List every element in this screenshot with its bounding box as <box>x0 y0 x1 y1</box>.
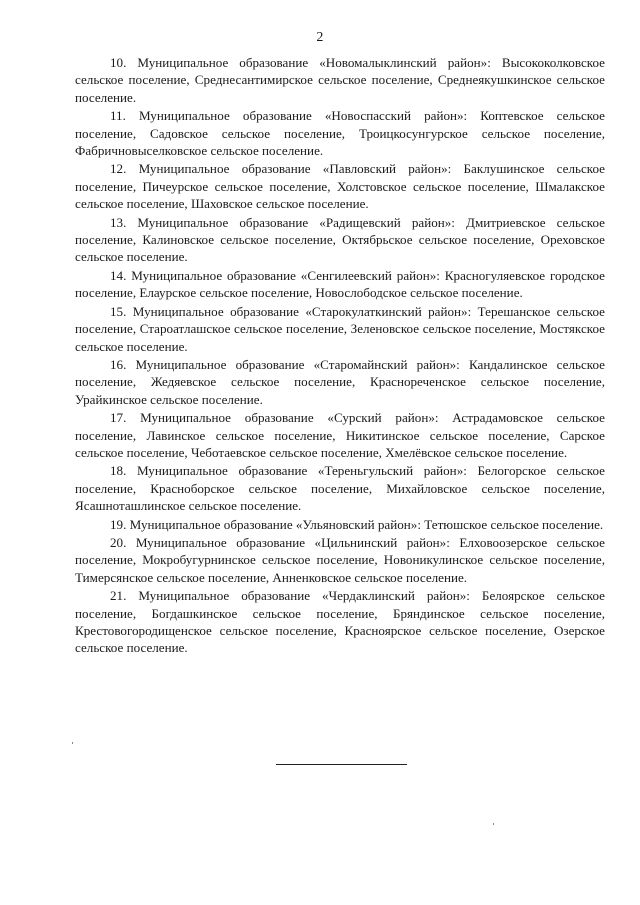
list-item-18: 18. Муниципальное образование «Тереньгульский район»: Белогорское сельское поселение, Красноборское сельское поселение, Михайловское сельское поселение, Ясашноташлинское сельское поселение. <box>75 463 605 514</box>
scan-speck <box>493 823 494 825</box>
list-item-16: 16. Муниципальное образование «Старомайнский район»: Кандалинское сельское поселение, Жедяевское сельское поселение, Краснореченское сельское поселение, Урайкинское сельское поселение. <box>75 356 605 407</box>
list-item-15: 15. Муниципальное образование «Старокулаткинский район»: Терешанское сельское поселение, Староатлашское сельское поселение, Зеленовское сельское поселение, Мостякское сельское поселение. <box>75 303 605 354</box>
list-item-21: 21. Муниципальное образование «Чердаклинский район»: Белоярское сельское поселение, Богдашкинское сельское поселение, Бряндинское сельское поселение, Крестовогородищенское сельское поселение, Красноярское сельское поселение, Озерское сельское поселение. <box>75 588 605 656</box>
list-item-19: 19. Муниципальное образование «Ульяновский район»: Тетюшское сельское поселение. <box>110 516 604 532</box>
page-number: 2 <box>316 30 324 45</box>
scan-speck <box>72 742 73 744</box>
list-item-20: 20. Муниципальное образование «Цильнинский район»: Елховоозерское сельское поселение, Мокробугурнинское сельское поселение, Новоникулинское сельское поселение, Тимерсянское сельское поселение, Анненковское сельское поселение. <box>75 534 605 585</box>
list-item-10: 10. Муниципальное образование «Новомалыклинский район»: Высококолковское сельское поселение, Среднесантимирское сельское поселение, Среднеякушкинское сельское поселение. <box>75 55 605 105</box>
list-item-12: 12. Муниципальное образование «Павловский район»: Баклушинское сельское поселение, Пичеурское сельское поселение, Холстовское сельское поселение, Шмалакское сельское поселение, Шаховское сельское поселение. <box>75 161 605 212</box>
list-item-13: 13. Муниципальное образование «Радищевский район»: Дмитриевское сельское поселение, Калиновское сельское поселение, Октябрьское сельское поселение, Ореховское сельское поселение. <box>75 214 605 265</box>
closing-divider <box>276 764 407 765</box>
list-item-11: 11. Муниципальное образование «Новоспасский район»: Коптевское сельское поселение, Садовское сельское поселение, Троицкосунгурское сельское поселение, Фабричновыселковское сельское поселение. <box>75 108 605 159</box>
document-body <box>75 54 605 657</box>
list-item-14: 14. Муниципальное образование «Сенгилеевский район»: Красногуляевское городское поселение, Елаурское сельское поселение, Новослободское сельское поселение. <box>75 267 605 301</box>
list-item-17: 17. Муниципальное образование «Сурский район»: Астрадамовское сельское поселение, Лавинское сельское поселение, Никитинское сельское поселение, Сарское сельское поселение, Чеботаевское сельское поселение, Хмелёвское сельское поселение. <box>75 410 605 460</box>
